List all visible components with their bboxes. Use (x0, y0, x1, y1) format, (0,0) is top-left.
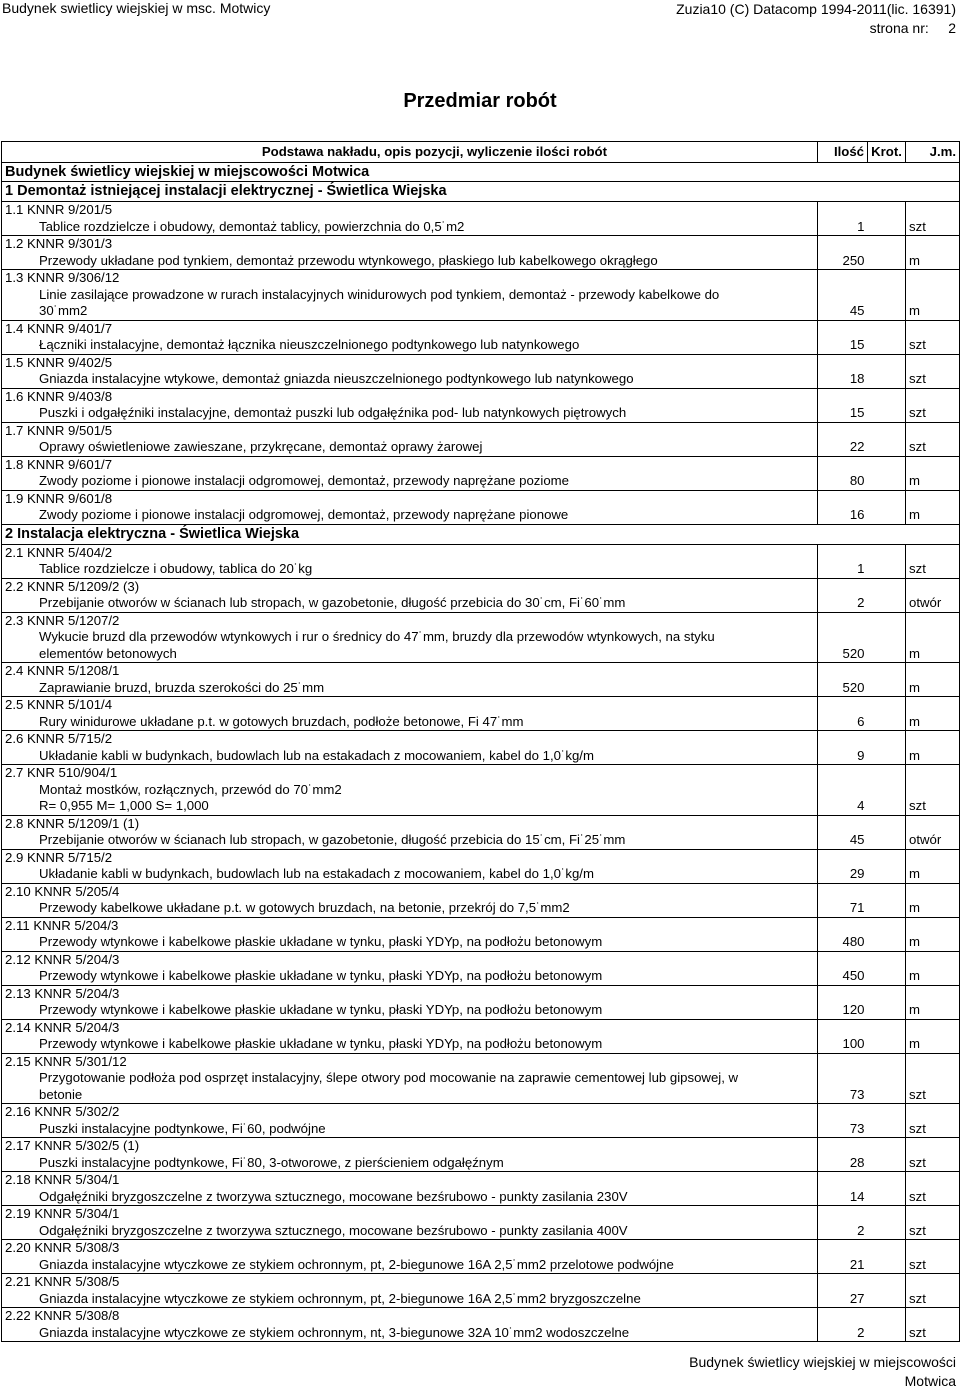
item-description-cell (2, 202, 818, 236)
item-description-line: Zwody poziome i pionowe instalacji odgromowej, demontaż, przewody naprężane pionowe (39, 507, 569, 522)
item-code: 1.9 KNNR 9/601/8 (5, 490, 113, 506)
item-description-cell (2, 883, 818, 917)
item-description-line: Przewody wtynkowe i kabelkowe płaskie układane w tynku, płaski YDYp, na podłożu betonowym (39, 968, 603, 983)
item-unit: szt (906, 1172, 960, 1206)
item-description-cell (2, 1274, 818, 1308)
footer-line-2: Motwica (904, 1373, 956, 1389)
table-row (2, 270, 960, 321)
item-description-line: Odgałęźniki bryzgoszczelne z tworzywa sztucznego, mocowane bezśrubowo - punkty zasilania 230V (39, 1188, 628, 1204)
table-row (2, 320, 960, 354)
table-row (2, 1274, 960, 1308)
item-description-line: Wykucie bruzd dla przewodów wtynkowych i rur o średnicy do 47˙mm, bruzdy dla przewodów wtynkowych, na styku (39, 629, 715, 644)
item-description-line: Zaprawianie bruzd, bruzda szerokości do 25˙mm (39, 679, 325, 695)
item-description-cell (2, 544, 818, 578)
item-unit: m (906, 490, 960, 524)
item-unit: szt (906, 1274, 960, 1308)
item-krot (868, 388, 906, 422)
item-qty: 6 (818, 697, 868, 731)
footer (689, 1353, 956, 1391)
item-unit: otwór (906, 578, 960, 612)
item-unit: szt (906, 544, 960, 578)
item-description-line: Przewody kabelkowe układane p.t. w gotowych bruzdach, na betonie, przekrój do 7,5˙mm2 (39, 900, 570, 915)
item-unit: m (906, 612, 960, 663)
item-description-line: Oprawy oświetleniowe zawieszane, przykręcane, demontaż oprawy żarowej (39, 439, 483, 454)
item-description-line: Puszki instalacyjne podtynkowe, Fi˙80, 3-otworowe, z pierścieniem odgałęźnym (39, 1154, 504, 1170)
table-row (2, 883, 960, 917)
item-qty: 2 (818, 578, 868, 612)
table-header-row (2, 142, 960, 163)
item-code: 1.6 KNNR 9/403/8 (5, 388, 113, 404)
table-row (2, 1053, 960, 1104)
item-krot (868, 612, 906, 663)
building-row (2, 163, 960, 182)
item-code: 2.2 KNNR 5/1209/2 (3) (5, 578, 140, 594)
item-code: 2.22 KNNR 5/308/8 (5, 1308, 120, 1323)
item-description-line: Tablice rozdzielcze i obudowy, tablica do 20˙kg (39, 561, 313, 576)
item-qty: 450 (818, 951, 868, 985)
item-description-line: Puszki instalacyjne podtynkowe, Fi˙60, podwójne (39, 1120, 326, 1136)
item-description-line: Tablice rozdzielcze i obudowy, demontaż tablicy, powierzchnia do 0,5˙m2 (39, 218, 465, 234)
item-krot (868, 765, 906, 816)
table-row (2, 985, 960, 1019)
item-unit: szt (906, 320, 960, 354)
item-qty: 2 (818, 1206, 868, 1240)
item-krot (868, 883, 906, 917)
item-code: 2.16 KNNR 5/302/2 (5, 1104, 120, 1119)
item-krot (868, 1274, 906, 1308)
item-description-line: Gniazda instalacyjne wtyczkowe ze stykiem ochronnym, pt, 2-biegunowe 16A 2,5˙mm2 przelotowe podwójne (39, 1256, 674, 1272)
header-right (676, 0, 956, 38)
item-unit: m (906, 917, 960, 951)
table-row (2, 236, 960, 270)
item-code: 2.1 KNNR 5/404/2 (5, 544, 113, 560)
item-unit: m (906, 270, 960, 321)
header-left: Budynek swietlicy wiejskiej w msc. Motwicy (2, 0, 271, 16)
item-code: 2.6 KNNR 5/715/2 (5, 731, 113, 746)
item-code: 2.9 KNNR 5/715/2 (5, 849, 113, 865)
item-description-line: Puszki i odgałęźniki instalacyjne, demontaż puszki lub odgałęźnika pod- lub natynkowych piętrowych (39, 405, 627, 420)
table-row (2, 1308, 960, 1342)
table-row (2, 422, 960, 456)
table-row (2, 951, 960, 985)
item-qty: 71 (818, 883, 868, 917)
item-unit: m (906, 697, 960, 731)
table-row (2, 917, 960, 951)
item-code: 2.19 KNNR 5/304/1 (5, 1206, 120, 1221)
estimate-table (1, 141, 960, 1342)
item-krot (868, 270, 906, 321)
item-description-cell (2, 422, 818, 456)
item-qty: 18 (818, 354, 868, 388)
table-row (2, 1138, 960, 1172)
item-unit: szt (906, 354, 960, 388)
item-description-cell (2, 1172, 818, 1206)
item-description-line: Przebijanie otworów w ścianach lub stropach, w gazobetonie, długość przebicia do 15˙cm, Fi˙25˙mm (39, 832, 626, 847)
section-title: 2 Instalacja elektryczna - Świetlica Wiejska (2, 524, 960, 544)
table-row (2, 1104, 960, 1138)
item-qty: 1 (818, 202, 868, 236)
item-code: 2.15 KNNR 5/301/12 (5, 1053, 127, 1069)
item-unit: m (906, 1019, 960, 1053)
item-description-cell (2, 456, 818, 490)
item-qty: 14 (818, 1172, 868, 1206)
item-description-line: Przebijanie otworów w ścianach lub stropach, w gazobetonie, długość przebicia do 30˙cm, Fi˙60˙mm (39, 595, 626, 610)
item-krot (868, 490, 906, 524)
table-row (2, 544, 960, 578)
item-description-line: 30˙mm2 (39, 303, 88, 318)
table-row (2, 1172, 960, 1206)
item-description-cell (2, 612, 818, 663)
item-code: 1.4 KNNR 9/401/7 (5, 320, 113, 336)
table-row (2, 697, 960, 731)
item-description-cell (2, 985, 818, 1019)
item-description-line: Linie zasilające prowadzone w rurach instalacyjnych winidurowych pod tynkiem, demontaż - przewody kabelkowe do (39, 286, 720, 302)
item-description-cell (2, 388, 818, 422)
item-description-line: Gniazda instalacyjne wtykowe, demontaż gniazda nieuszczelnionego podtynkowego lub natynkowego (39, 371, 634, 386)
item-code: 2.11 KNNR 5/204/3 (5, 917, 119, 933)
column-header-qty: Ilość (818, 142, 868, 163)
item-description-line: Łączniki instalacyjne, demontaż łącznika nieuszczelnionego podtynkowego lub natynkowego (39, 337, 580, 352)
item-krot (868, 236, 906, 270)
item-qty: 15 (818, 388, 868, 422)
table-row (2, 612, 960, 663)
item-krot (868, 849, 906, 883)
item-unit: szt (906, 422, 960, 456)
item-qty: 480 (818, 917, 868, 951)
item-code: 1.2 KNNR 9/301/3 (5, 236, 113, 251)
item-code: 1.7 KNNR 9/501/5 (5, 422, 113, 438)
item-unit: szt (906, 388, 960, 422)
item-description-cell (2, 1019, 818, 1053)
item-qty: 15 (818, 320, 868, 354)
item-description-cell (2, 731, 818, 765)
item-description-cell (2, 236, 818, 270)
item-code: 2.8 KNNR 5/1209/1 (1) (5, 815, 140, 831)
item-code: 1.3 KNNR 9/306/12 (5, 270, 120, 285)
item-description-cell (2, 951, 818, 985)
item-description-cell (2, 1053, 818, 1104)
table-row (2, 456, 960, 490)
item-qty: 1 (818, 544, 868, 578)
item-description-line: elementów betonowych (39, 645, 177, 661)
item-unit: m (906, 731, 960, 765)
item-qty: 45 (818, 270, 868, 321)
item-code: 1.5 KNNR 9/402/5 (5, 354, 113, 370)
item-qty: 73 (818, 1053, 868, 1104)
item-description-line: Przygotowanie podłoża pod osprzęt instalacyjny, ślepe otwory pod mocowanie na zaprawie cementowej lub gipsowej, w (39, 1070, 739, 1085)
item-description-cell (2, 815, 818, 849)
item-description-line: Gniazda instalacyjne wtyczkowe ze stykiem ochronnym, pt, 2-biegunowe 16A 2,5˙mm2 bryzgoszczelne (39, 1290, 641, 1306)
item-unit: m (906, 236, 960, 270)
item-unit: szt (906, 1138, 960, 1172)
section-row (2, 182, 960, 202)
item-krot (868, 697, 906, 731)
item-description-line: Przewody układane pod tynkiem, demontaż przewodu wtynkowego, płaskiego lub kabelkowego okrągłego (39, 252, 658, 268)
item-krot (868, 1138, 906, 1172)
item-description-line: Przewody wtynkowe i kabelkowe płaskie układane w tynku, płaski YDYp, na podłożu betonowym (39, 1036, 603, 1051)
item-code: 2.10 KNNR 5/205/4 (5, 883, 120, 899)
item-krot (868, 917, 906, 951)
item-description-cell (2, 1240, 818, 1274)
item-qty: 29 (818, 849, 868, 883)
item-description-line: Układanie kabli w budynkach, budowlach lub na estakadach z mocowaniem, kabel do 1,0˙kg/m (39, 747, 594, 763)
table-row (2, 849, 960, 883)
item-krot (868, 985, 906, 1019)
page-title: Przedmiar robót (403, 90, 557, 112)
item-unit: m (906, 985, 960, 1019)
table-row (2, 765, 960, 816)
column-header-unit: J.m. (906, 142, 960, 163)
table-row (2, 731, 960, 765)
item-krot (868, 1206, 906, 1240)
item-unit: szt (906, 1104, 960, 1138)
table-row (2, 490, 960, 524)
section-row (2, 524, 960, 544)
item-qty: 21 (818, 1240, 868, 1274)
item-unit: m (906, 456, 960, 490)
item-description-line: Przewody wtynkowe i kabelkowe płaskie układane w tynku, płaski YDYp, na podłożu betonowym (39, 934, 603, 949)
header-program: Zuzia10 (C) Datacomp 1994-2011(lic. 16391) (676, 1, 956, 17)
item-code: 2.18 KNNR 5/304/1 (5, 1172, 120, 1187)
building-name: Budynek świetlicy wiejskiej w miejscowości Motwica (2, 163, 960, 182)
column-header-description: Podstawa nakładu, opis pozycji, wyliczenie ilości robót (2, 142, 818, 163)
item-krot (868, 578, 906, 612)
footer-line-1: Budynek świetlicy wiejskiej w miejscowości (689, 1354, 956, 1370)
item-code: 2.21 KNNR 5/308/5 (5, 1274, 120, 1289)
item-code: 2.20 KNNR 5/308/3 (5, 1240, 120, 1255)
item-unit: szt (906, 1206, 960, 1240)
item-krot (868, 731, 906, 765)
item-description-line: Układanie kabli w budynkach, budowlach lub na estakadach z mocowaniem, kabel do 1,0˙kg/m (39, 866, 594, 881)
item-description-cell (2, 578, 818, 612)
item-qty: 80 (818, 456, 868, 490)
item-description-line: R= 0,955 M= 1,000 S= 1,000 (39, 798, 209, 813)
item-qty: 120 (818, 985, 868, 1019)
item-unit: szt (906, 202, 960, 236)
item-description-line: Zwody poziome i pionowe instalacji odgromowej, demontaż, przewody naprężane poziome (39, 473, 569, 488)
item-description-cell (2, 1104, 818, 1138)
item-qty: 73 (818, 1104, 868, 1138)
item-qty: 28 (818, 1138, 868, 1172)
table-row (2, 202, 960, 236)
item-code: 1.1 KNNR 9/201/5 (5, 202, 113, 217)
item-krot (868, 544, 906, 578)
item-krot (868, 1053, 906, 1104)
item-qty: 250 (818, 236, 868, 270)
table-row (2, 1240, 960, 1274)
item-qty: 45 (818, 815, 868, 849)
item-krot (868, 1019, 906, 1053)
item-description-line: Montaż mostków, rozłącznych, przewód do 70˙mm2 (39, 781, 342, 797)
item-qty: 520 (818, 612, 868, 663)
item-unit: m (906, 663, 960, 697)
item-code: 2.17 KNNR 5/302/5 (1) (5, 1138, 140, 1153)
item-qty: 9 (818, 731, 868, 765)
item-qty: 27 (818, 1274, 868, 1308)
item-description-line: Odgałęźniki bryzgoszczelne z tworzywa sztucznego, mocowane bezśrubowo - punkty zasilania 400V (39, 1222, 628, 1238)
item-description-cell (2, 663, 818, 697)
section-title: 1 Demontaż istniejącej instalacji elektrycznej - Świetlica Wiejska (2, 182, 960, 202)
item-code: 2.4 KNNR 5/1208/1 (5, 663, 120, 678)
item-description-cell (2, 697, 818, 731)
item-description-line: Przewody wtynkowe i kabelkowe płaskie układane w tynku, płaski YDYp, na podłożu betonowym (39, 1002, 603, 1017)
item-krot (868, 815, 906, 849)
column-header-krot: Krot. (868, 142, 906, 163)
item-description-cell (2, 1206, 818, 1240)
item-description-cell (2, 320, 818, 354)
table-row (2, 388, 960, 422)
table-row (2, 1206, 960, 1240)
item-krot (868, 354, 906, 388)
table-row (2, 578, 960, 612)
item-unit: m (906, 951, 960, 985)
item-description-cell (2, 849, 818, 883)
item-qty: 16 (818, 490, 868, 524)
item-qty: 4 (818, 765, 868, 816)
item-code: 2.12 KNNR 5/204/3 (5, 951, 120, 967)
item-krot (868, 663, 906, 697)
item-krot (868, 202, 906, 236)
header-page-number: strona nr: 2 (869, 20, 956, 36)
item-description-cell (2, 354, 818, 388)
item-krot (868, 422, 906, 456)
item-description-cell (2, 765, 818, 816)
table-row (2, 354, 960, 388)
item-krot (868, 1104, 906, 1138)
item-description-cell (2, 490, 818, 524)
item-qty: 2 (818, 1308, 868, 1342)
item-description-line: Rury winidurowe układane p.t. w gotowych bruzdach, podłoże betonowe, Fi 47˙mm (39, 713, 524, 729)
item-krot (868, 1308, 906, 1342)
table-row (2, 1019, 960, 1053)
item-description-line: betonie (39, 1086, 83, 1102)
table-row (2, 663, 960, 697)
item-unit: szt (906, 1053, 960, 1104)
item-qty: 22 (818, 422, 868, 456)
item-qty: 520 (818, 663, 868, 697)
item-krot (868, 456, 906, 490)
item-description-cell (2, 917, 818, 951)
item-unit: m (906, 883, 960, 917)
item-unit: szt (906, 1240, 960, 1274)
item-unit: szt (906, 1308, 960, 1342)
item-code: 1.8 KNNR 9/601/7 (5, 456, 113, 472)
item-unit: m (906, 849, 960, 883)
item-code: 2.7 KNR 510/904/1 (5, 765, 118, 780)
item-code: 2.14 KNNR 5/204/3 (5, 1019, 120, 1035)
item-code: 2.3 KNNR 5/1207/2 (5, 612, 120, 628)
item-krot (868, 951, 906, 985)
item-description-line: Gniazda instalacyjne wtyczkowe ze stykiem ochronnym, nt, 3-biegunowe 32A 10˙mm2 wodoszczelne (39, 1324, 630, 1340)
item-description-cell (2, 270, 818, 321)
table-row (2, 815, 960, 849)
item-qty: 100 (818, 1019, 868, 1053)
item-description-cell (2, 1138, 818, 1172)
item-krot (868, 1240, 906, 1274)
item-unit: otwór (906, 815, 960, 849)
item-code: 2.13 KNNR 5/204/3 (5, 985, 120, 1001)
item-krot (868, 320, 906, 354)
item-unit: szt (906, 765, 960, 816)
item-description-cell (2, 1308, 818, 1342)
item-code: 2.5 KNNR 5/101/4 (5, 697, 113, 712)
item-krot (868, 1172, 906, 1206)
